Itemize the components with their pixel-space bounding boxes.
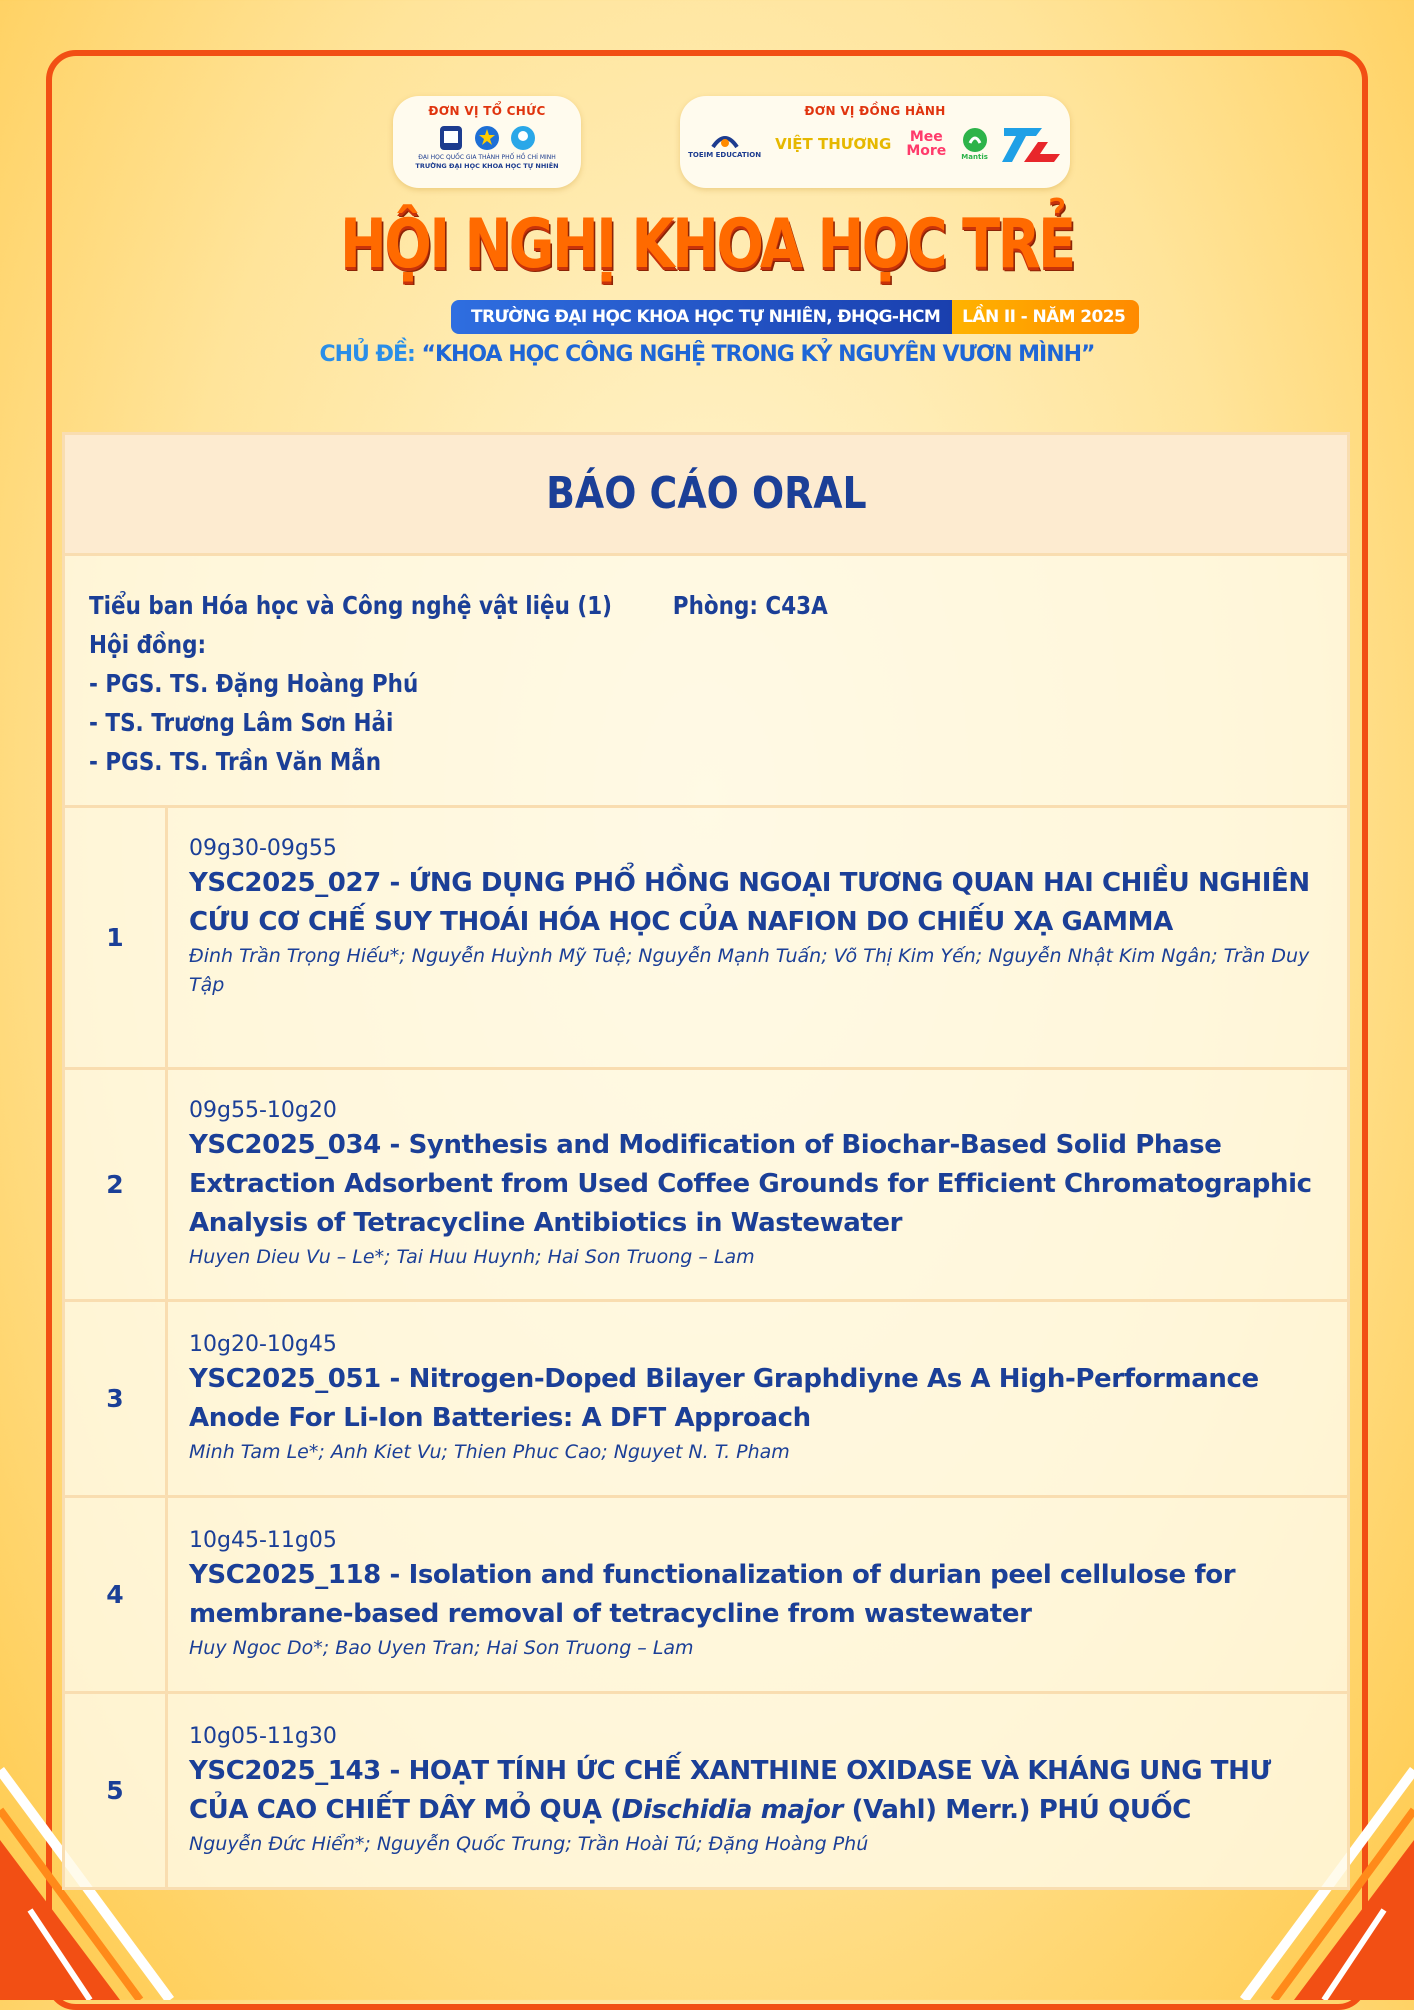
subcommittee-name: Tiểu ban Hóa học và Công nghệ vật liệu (1) <box>89 591 612 620</box>
council-member: - PGS. TS. Trần Văn Mẫn <box>89 747 382 776</box>
organizer-university-line1: ĐẠI HỌC QUỐC GIA THÀNH PHỐ HỒ CHÍ MINH <box>418 154 556 161</box>
presentation-authors: Huyen Dieu Vu – Le*; Tai Huu Huynh; Hai Son Truong – Lam <box>189 1246 755 1268</box>
presentation-time: 10g20-10g45 <box>189 1332 337 1357</box>
presentation-title: YSC2025_118 - Isolation and functionalization of durian peel cellulose for membrane-based removal of tetracycline from wastewater <box>189 1560 1236 1629</box>
section-header <box>62 432 1350 556</box>
organizer-label: ĐƠN VỊ TỔ CHỨC <box>428 104 546 118</box>
presentation-authors: Đinh Trần Trọng Hiếu*; Nguyễn Huỳnh Mỹ Tuệ; Nguyễn Mạnh Tuấn; Võ Thị Kim Yến; Nguyễn Nhật Kim Ngân; Trần Duy Tập <box>189 945 1310 996</box>
presentation-number: 1 <box>65 808 168 1067</box>
presentation-authors: Huy Ngoc Do*; Bao Uyen Tran; Hai Son Truong – Lam <box>189 1637 694 1659</box>
presentation-number: 2 <box>65 1070 168 1299</box>
presentation-authors: Minh Tam Le*; Anh Kiet Vu; Thien Phuc Cao; Nguyet N. T. Pham <box>189 1441 790 1463</box>
presentation-title: YSC2025_027 - ỨNG DỤNG PHỔ HỒNG NGOẠI TƯƠNG QUAN HAI CHIỀU NGHIÊN CỨU CƠ CHẾ SUY THOÁI HÓA HỌC CỦA NAFION DO CHIẾU XẠ GAMMA <box>189 868 1310 937</box>
presentation-number: 5 <box>65 1694 168 1887</box>
organizer-logo-box <box>393 96 581 188</box>
conference-title: HỘI NGHỊ KHOA HỌC TRẺ <box>340 205 1074 284</box>
vnu-logo-icon <box>438 124 464 152</box>
organizer-university-line2: TRƯỜNG ĐẠI HỌC KHOA HỌC TỰ NHIÊN <box>415 162 559 170</box>
presentation-row <box>62 1694 1350 1890</box>
mantis-logo-text: Mantis <box>961 153 988 161</box>
presentation-row <box>62 1302 1350 1498</box>
presentation-title-start: YSC2025_143 - HOẠT TÍNH ỨC CHẾ XANTHINE OXIDASE VÀ KHÁNG UNG THƯ CỦA CAO CHIẾT DÂY MỎ QUẠ ( <box>189 1756 1271 1825</box>
council-label: Hội đồng: <box>89 630 207 659</box>
mee-more-logo: Mee More <box>906 129 947 159</box>
presentation-title-end: (Vahl) Merr.) PHÚ QUỐC <box>842 1795 1191 1825</box>
presentation-title: YSC2025_034 - Synthesis and Modification of Biochar-Based Solid Phase Extraction Adsorbent from Used Coffee Grounds for Efficient Chromatographic Analysis of Tetracycline Antibiotics in Wastewater <box>189 1130 1312 1238</box>
presentation-number: 4 <box>65 1498 168 1691</box>
species-name: Dischidia major <box>621 1795 843 1825</box>
mantis-logo-icon <box>962 127 988 153</box>
conference-host: TRƯỜNG ĐẠI HỌC KHOA HỌC TỰ NHIÊN, ĐHQG-HCM <box>451 300 952 334</box>
tl-logo-icon <box>1002 124 1062 164</box>
presentation-authors: Nguyễn Đức Hiển*; Nguyễn Quốc Trung; Trần Hoài Tú; Đặng Hoàng Phú <box>189 1833 869 1855</box>
youth-union-logo-icon <box>474 124 500 152</box>
viet-thuong-logo: VIỆT THƯƠNG <box>775 135 892 153</box>
presentation-row <box>62 1498 1350 1694</box>
co-organizer-logo-box <box>680 96 1070 188</box>
presentation-time: 10g05-11g30 <box>189 1724 337 1749</box>
presentation-time: 09g55-10g20 <box>189 1098 337 1123</box>
council-member: - PGS. TS. Đặng Hoàng Phú <box>89 669 419 698</box>
conference-edition: LẦN II - NĂM 2025 <box>952 300 1139 334</box>
presentation-row <box>62 808 1350 1070</box>
council-member: - TS. Trương Lâm Sơn Hải <box>89 708 394 737</box>
presentation-time: 09g30-09g55 <box>189 836 337 861</box>
session-info <box>62 556 1350 808</box>
section-title: BÁO CÁO ORAL <box>545 468 867 519</box>
conference-info-bar <box>451 300 1139 334</box>
co-organizer-label: ĐƠN VỊ ĐỒNG HÀNH <box>804 104 946 118</box>
conference-theme <box>0 342 1414 367</box>
conference-theme-label: CHỦ ĐỀ: <box>319 342 415 367</box>
toeim-logo-text: TOEIM EDUCATION <box>688 151 762 159</box>
toeim-logo-icon <box>710 129 740 151</box>
presentation-title: YSC2025_051 - Nitrogen-Doped Bilayer Graphdiyne As A High-Performance Anode For Li-Ion Batteries: A DFT Approach <box>189 1364 1259 1433</box>
presentation-title <box>189 1752 1329 1830</box>
presentation-number: 3 <box>65 1302 168 1495</box>
student-association-logo-icon <box>510 124 536 152</box>
presentation-row <box>62 1070 1350 1302</box>
room-label: Phòng: C43A <box>672 591 828 620</box>
presentation-time: 10g45-11g05 <box>189 1528 337 1553</box>
conference-theme-text: “KHOA HỌC CÔNG NGHỆ TRONG KỶ NGUYÊN VƯƠN MÌNH” <box>421 342 1095 367</box>
